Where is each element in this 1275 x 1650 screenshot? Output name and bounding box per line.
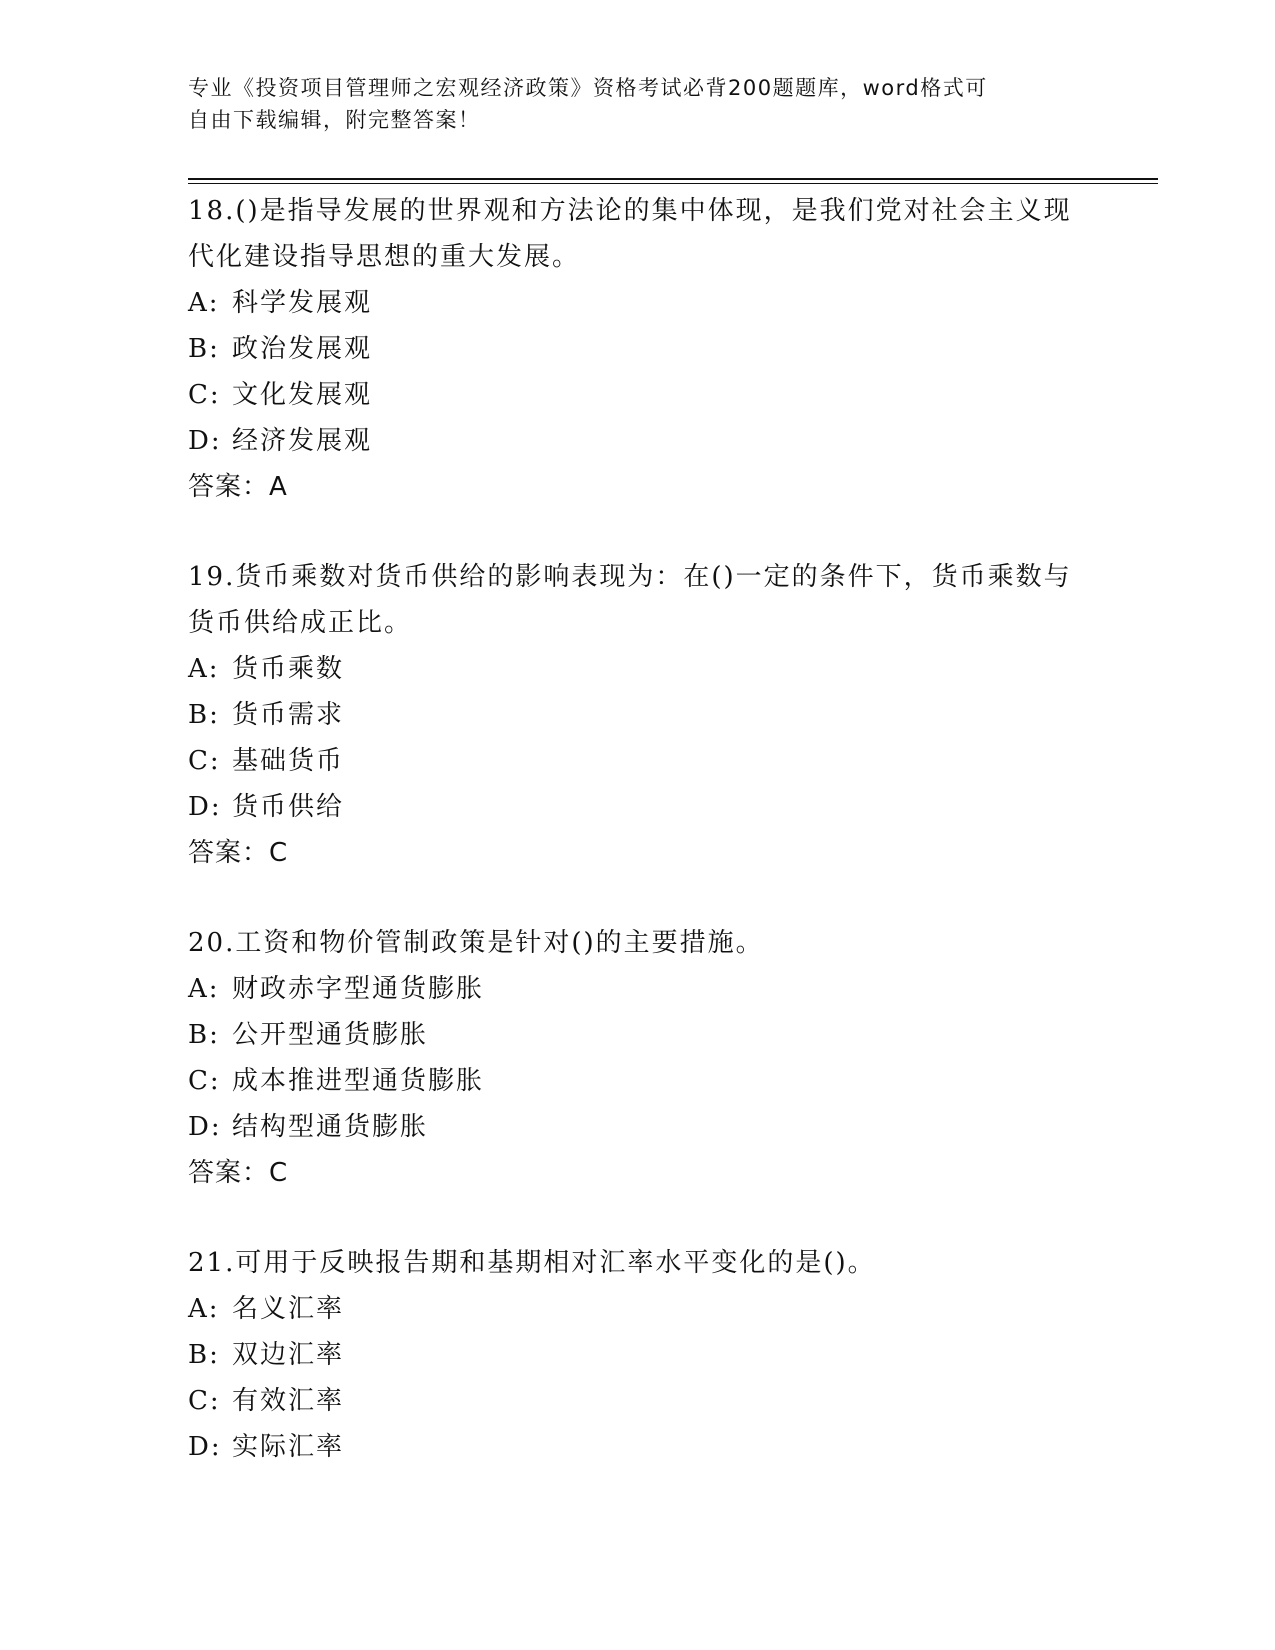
header-line-2: 自由下载编辑，附完整答案！	[188, 108, 481, 132]
option-letter: D:	[188, 1112, 222, 1142]
option-letter: B:	[188, 1340, 220, 1370]
question-19	[188, 554, 1088, 876]
question-list	[188, 188, 1088, 1514]
option-a	[188, 646, 1088, 692]
header-divider-thick	[188, 178, 1158, 180]
option-a	[188, 966, 1088, 1012]
option-d	[188, 1424, 1088, 1470]
option-text: 双边汇率	[232, 1340, 345, 1370]
header-line-1: 专业《投资项目管理师之宏观经济政策》资格考试必背200题题库，word格式可	[188, 76, 988, 100]
option-letter: B:	[188, 334, 220, 364]
option-c	[188, 738, 1088, 784]
option-letter: C:	[188, 1386, 221, 1416]
question-text: 19.货币乘数对货币供给的影响表现为：在()一定的条件下，货币乘数与货币供给成正比。	[188, 562, 1072, 638]
option-letter: D:	[188, 792, 222, 822]
answer-line: 答案：A	[188, 472, 288, 502]
answer-line: 答案：C	[188, 838, 289, 868]
option-letter: B:	[188, 700, 220, 730]
option-text: 公开型通货膨胀	[232, 1020, 429, 1050]
question-text: 20.工资和物价管制政策是针对()的主要措施。	[188, 928, 764, 958]
option-d	[188, 784, 1088, 830]
option-letter: C:	[188, 1066, 221, 1096]
option-a	[188, 1286, 1088, 1332]
option-text: 货币需求	[232, 700, 345, 730]
option-text: 有效汇率	[232, 1386, 345, 1416]
option-d	[188, 418, 1088, 464]
option-letter: A:	[188, 288, 220, 318]
option-b	[188, 326, 1088, 372]
option-b	[188, 1012, 1088, 1058]
option-text: 名义汇率	[232, 1294, 345, 1324]
option-d	[188, 1104, 1088, 1150]
option-a	[188, 280, 1088, 326]
answer-line: 答案：C	[188, 1158, 289, 1188]
option-text: 经济发展观	[232, 426, 373, 456]
option-c	[188, 1378, 1088, 1424]
option-letter: D:	[188, 426, 222, 456]
option-text: 货币供给	[232, 792, 345, 822]
question-18	[188, 188, 1088, 510]
option-text: 政治发展观	[232, 334, 373, 364]
option-letter: A:	[188, 1294, 220, 1324]
document-header	[188, 72, 1078, 136]
option-text: 实际汇率	[232, 1432, 345, 1462]
option-letter: A:	[188, 974, 220, 1004]
option-text: 结构型通货膨胀	[232, 1112, 429, 1142]
option-text: 成本推进型通货膨胀	[232, 1066, 485, 1096]
option-c	[188, 372, 1088, 418]
option-letter: B:	[188, 1020, 220, 1050]
option-text: 货币乘数	[232, 654, 345, 684]
option-text: 基础货币	[232, 746, 345, 776]
question-text: 18.()是指导发展的世界观和方法论的集中体现，是我们党对社会主义现代化建设指导思想的重大发展。	[188, 196, 1072, 272]
option-c	[188, 1058, 1088, 1104]
option-letter: C:	[188, 746, 221, 776]
option-b	[188, 1332, 1088, 1378]
question-text: 21.可用于反映报告期和基期相对汇率水平变化的是()。	[188, 1248, 876, 1278]
question-20	[188, 920, 1088, 1196]
option-letter: A:	[188, 654, 220, 684]
option-text: 科学发展观	[232, 288, 373, 318]
option-letter: D:	[188, 1432, 222, 1462]
option-text: 文化发展观	[232, 380, 373, 410]
header-divider-thin	[188, 183, 1158, 184]
option-text: 财政赤字型通货膨胀	[232, 974, 485, 1004]
option-b	[188, 692, 1088, 738]
option-letter: C:	[188, 380, 221, 410]
question-21	[188, 1240, 1088, 1470]
